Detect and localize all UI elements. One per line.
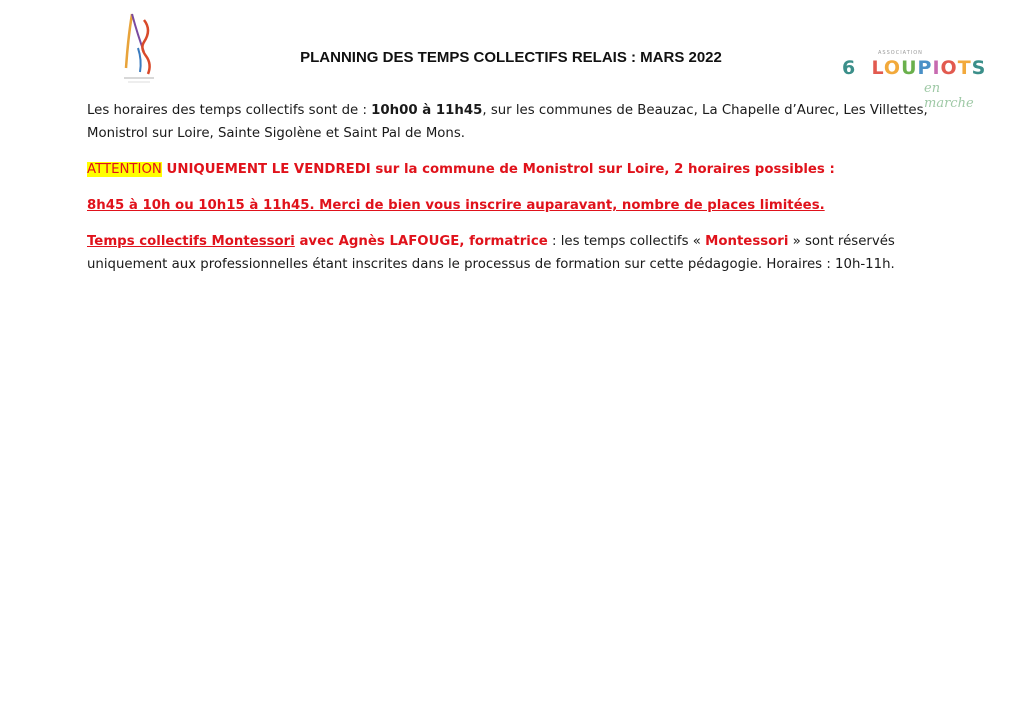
page-title-wrapper [0, 47, 1024, 66]
logo-letter: O [883, 57, 902, 79]
montessori-heading: Temps collectifs Montessori [87, 234, 295, 249]
text-run: , sur les communes de Beauzac, La Chapelle d’Aurec, Les Villettes, Monistrol sur Loire, Sainte Sigolène et Saint Pal de Mons. [87, 103, 928, 141]
text-run: 8h45 à 10h ou 10h15 à 11h45. Merci de bien vous inscrire auparavant, nombre de places limitées. [87, 198, 825, 213]
paragraph-attention [87, 158, 967, 181]
logo-letter: P [917, 57, 933, 79]
text-run: Les horaires des temps collectifs sont de : [87, 103, 372, 118]
paragraph-montessori [87, 230, 967, 276]
logo-association-text: ASSOCIATION [878, 50, 923, 56]
attention-highlight: ATTENTION [87, 162, 162, 177]
logo-digit: 6 [842, 57, 857, 79]
montessori-text: Montessori [705, 234, 789, 249]
hours-text: 10h00 à 11h45 [371, 103, 483, 118]
logo-letter: T [957, 57, 972, 79]
logo-tagline: en marche [924, 81, 974, 111]
trainer-text: avec Agnès LAFOUGE, formatrice [294, 234, 548, 249]
text-run: : les temps collectifs « [547, 234, 706, 249]
paragraph-schedule [87, 99, 967, 145]
page-title: PLANNING DES TEMPS COLLECTIFS RELAIS : MARS 2022 [300, 49, 722, 66]
logo-letter: L [871, 57, 884, 79]
paragraph-friday-hours [87, 194, 967, 217]
logo-letter: O [940, 57, 958, 79]
text-run: UNIQUEMENT LE VENDREDI sur la commune de Monistrol sur Loire, 2 horaires possibles : [161, 162, 835, 177]
logo-letter: I [932, 57, 941, 79]
logo-letter: S [971, 57, 987, 79]
text-run: » sont réservés uniquement aux professionnelles étant inscrites dans le processus de formation sur cette pédagogie. Horaires : 10h-11h. [87, 234, 895, 272]
logo-letter: U [901, 57, 918, 79]
document-body [87, 99, 967, 289]
